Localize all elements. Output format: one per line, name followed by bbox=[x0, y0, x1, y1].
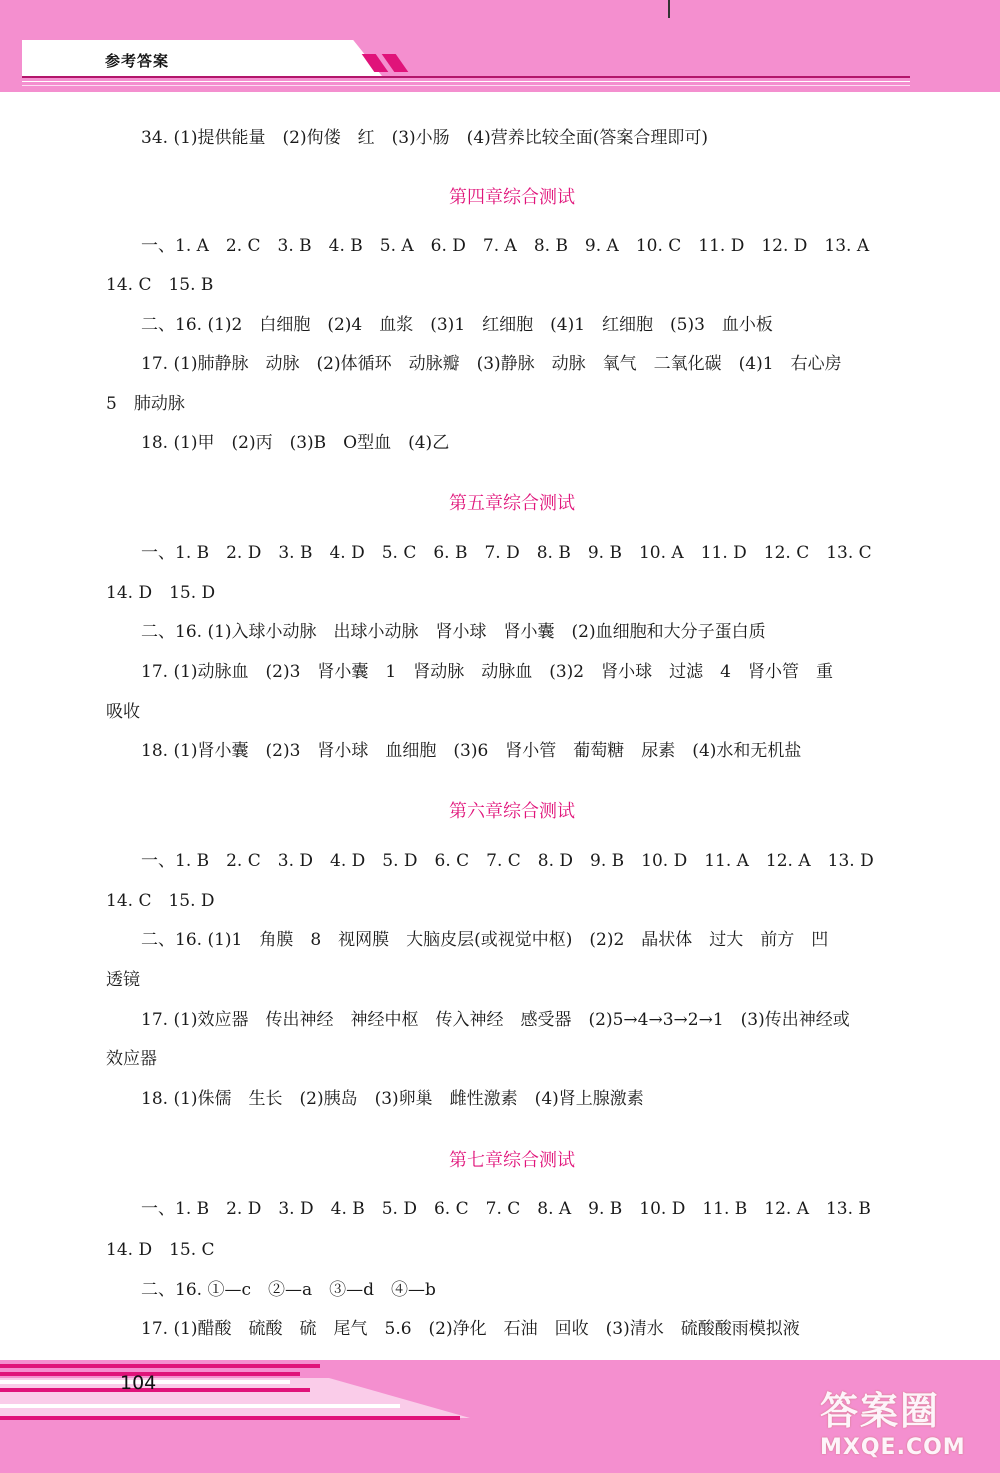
answer-line: 14. D 15. D bbox=[106, 583, 216, 603]
answer-line: 18. (1)肾小囊 (2)3 肾小球 血细胞 (3)6 肾小管 葡萄糖 尿素 (4)水和无机盐 bbox=[141, 741, 802, 761]
answer-line: 一、1. B 2. D 3. D 4. B 5. D 6. C 7. C 8. A 9. B 10. D 11. B 12. A 13. B bbox=[141, 1199, 871, 1219]
answer-line: 吸收 bbox=[106, 702, 140, 722]
answer-line: 二、16. (1)1 角膜 8 视网膜 大脑皮层(或视觉中枢) (2)2 晶状体 过大 前方 凹 bbox=[141, 930, 829, 950]
answer-line: 二、16. ①—c ②—a ③—d ④—b bbox=[141, 1280, 436, 1300]
section-title: 第七章综合测试 bbox=[449, 1150, 575, 1171]
answer-line: 5 肺动脉 bbox=[106, 394, 185, 414]
answer-line: 17. (1)效应器 传出神经 神经中枢 传入神经 感受器 (2)5→4→3→2→1 (3)传出神经或 bbox=[141, 1010, 850, 1030]
page-header-title: 参考答案 bbox=[105, 52, 170, 70]
header-rule bbox=[22, 76, 910, 78]
footer-stripes bbox=[0, 1364, 470, 1428]
header-tick-mark bbox=[668, 0, 670, 18]
answer-line: 18. (1)侏儒 生长 (2)胰岛 (3)卵巢 雌性激素 (4)肾上腺激素 bbox=[141, 1089, 644, 1109]
answer-line: 14. D 15. C bbox=[106, 1240, 215, 1260]
section-title: 第五章综合测试 bbox=[449, 493, 575, 514]
answer-line: 二、16. (1)入球小动脉 出球小动脉 肾小球 肾小囊 (2)血细胞和大分子蛋白质 bbox=[141, 622, 766, 642]
answer-line: 17. (1)醋酸 硫酸 硫 尾气 5.6 (2)净化 石油 回收 (3)清水 硫酸酸雨模拟液 bbox=[141, 1319, 800, 1339]
answer-line: 透镜 bbox=[106, 970, 140, 990]
answer-line: 一、1. B 2. C 3. D 4. D 5. D 6. C 7. C 8. D 9. B 10. D 11. A 12. A 13. D bbox=[141, 851, 874, 871]
header-tab bbox=[22, 40, 382, 76]
page-number: 104 bbox=[120, 1372, 157, 1394]
answer-line: 14. C 15. D bbox=[106, 891, 215, 911]
watermark-logo-text: 答案圈 bbox=[820, 1389, 941, 1433]
answer-line: 34. (1)提供能量 (2)佝偻 红 (3)小肠 (4)营养比较全面(答案合理即可) bbox=[141, 128, 709, 148]
answer-line: 17. (1)肺静脉 动脉 (2)体循环 动脉瓣 (3)静脉 动脉 氧气 二氧化碳 (4)1 右心房 bbox=[141, 354, 842, 374]
watermark bbox=[820, 1380, 990, 1460]
section-title: 第四章综合测试 bbox=[449, 187, 575, 208]
watermark-url-text: MXQE.COM bbox=[820, 1435, 966, 1460]
answer-line: 一、1. B 2. D 3. B 4. D 5. C 6. B 7. D 8. B 9. B 10. A 11. D 12. C 13. C bbox=[141, 543, 872, 563]
answer-line: 18. (1)甲 (2)丙 (3)B O型血 (4)乙 bbox=[141, 433, 450, 453]
answer-line: 17. (1)动脉血 (2)3 肾小囊 1 肾动脉 动脉血 (3)2 肾小球 过滤 4 肾小管 重 bbox=[141, 662, 833, 682]
answer-line: 效应器 bbox=[106, 1049, 157, 1069]
answer-line: 14. C 15. B bbox=[106, 275, 214, 295]
header-rule bbox=[22, 85, 910, 86]
answer-line: 一、1. A 2. C 3. B 4. B 5. A 6. D 7. A 8. B 9. A 10. C 11. D 12. D 13. A bbox=[141, 236, 870, 256]
header-rule bbox=[22, 81, 910, 82]
section-title: 第六章综合测试 bbox=[449, 801, 575, 822]
answer-line: 二、16. (1)2 白细胞 (2)4 血浆 (3)1 红细胞 (4)1 红细胞 (5)3 血小板 bbox=[141, 315, 773, 335]
